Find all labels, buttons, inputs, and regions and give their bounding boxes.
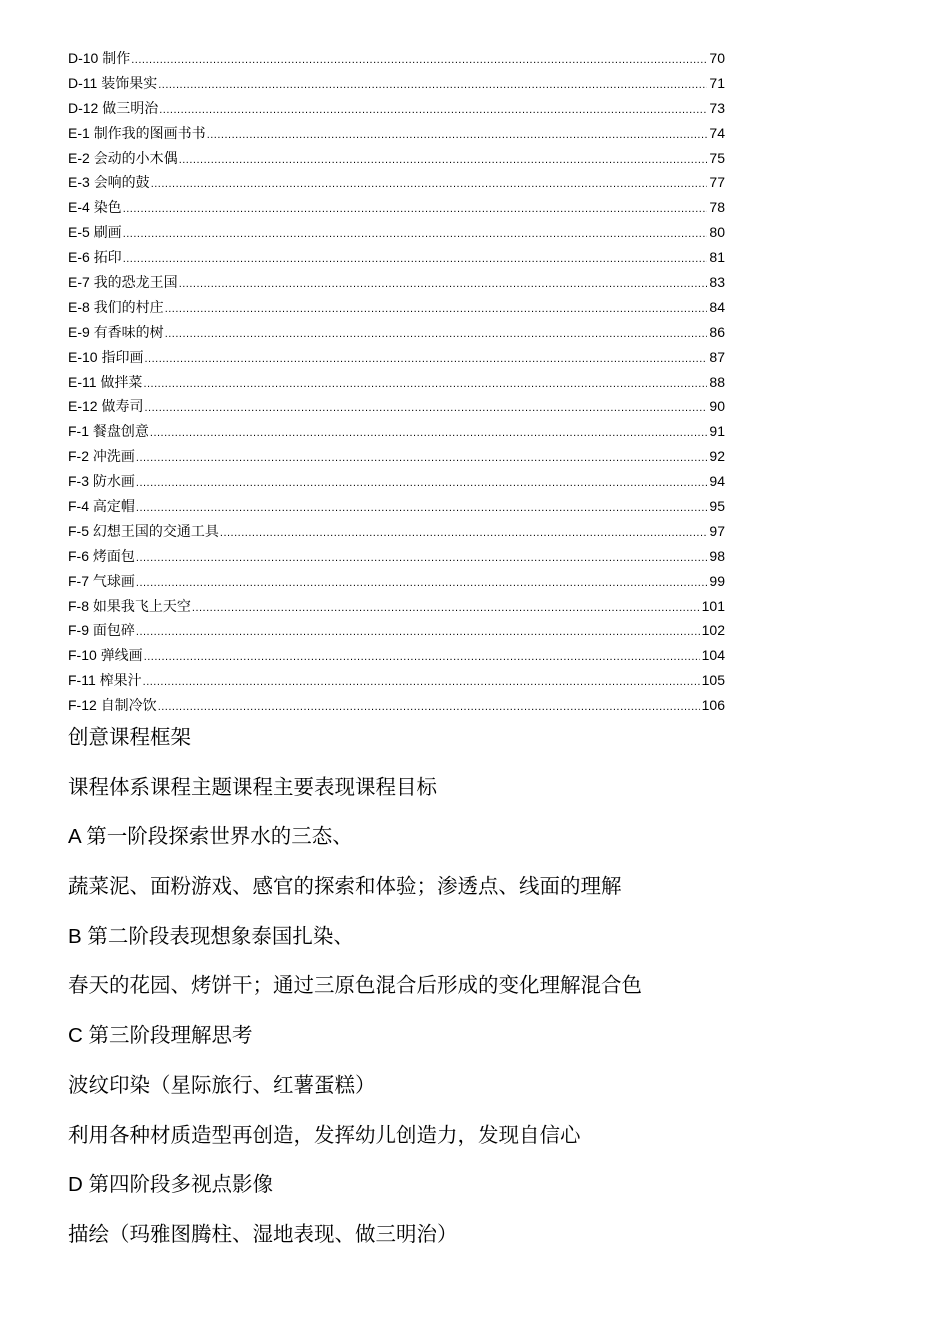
toc-entry-title (68, 121, 206, 146)
toc-entry-title (68, 345, 143, 370)
toc-entry (68, 170, 725, 195)
toc-entry-name: 如果我飞上天空 (92, 597, 191, 614)
toc-entry-name: 有香味的树 (93, 323, 164, 340)
toc-page-number: 90 (709, 398, 725, 415)
toc-dot-leader (144, 347, 707, 372)
toc-page-number: 98 (709, 547, 725, 564)
toc-page-number: 83 (709, 274, 725, 291)
toc-page-number: 94 (709, 473, 725, 490)
toc-page-number: 91 (709, 423, 725, 440)
toc-dot-leader (123, 247, 708, 272)
toc-entry-name: 做寿司 (101, 398, 144, 415)
toc-dot-leader (150, 421, 708, 446)
toc-entry-title (68, 46, 130, 71)
toc-entry-code: F-6 (68, 547, 89, 564)
toc-entry (68, 96, 725, 121)
toc-page-number: 92 (709, 448, 725, 465)
toc-entry (68, 71, 725, 96)
toc-page-number: 81 (709, 249, 725, 266)
toc-dot-leader (136, 546, 708, 571)
toc-dot-leader (131, 48, 707, 73)
toc-entry-code: E-4 (68, 199, 90, 216)
toc-dot-leader (165, 297, 708, 322)
toc-entry-code: F-3 (68, 473, 89, 490)
toc-page-number: 104 (701, 647, 725, 664)
toc-dot-leader (179, 148, 708, 173)
toc-page-number: 95 (709, 498, 725, 515)
toc-entry-code: F-7 (68, 572, 89, 589)
toc-entry (68, 220, 725, 245)
toc-entry-name: 会动的小木偶 (93, 149, 178, 166)
toc-entry-name: 烤面包 (92, 547, 135, 564)
toc-dot-leader (151, 172, 708, 197)
toc-entry-name: 刷画 (93, 224, 122, 241)
toc-entry-name: 气球画 (92, 572, 135, 589)
toc-entry-code: F-5 (68, 522, 89, 539)
toc-dot-leader (165, 322, 708, 347)
toc-entry-title (68, 569, 135, 594)
toc-entry (68, 618, 725, 643)
toc-page-number: 75 (709, 149, 725, 166)
toc-entry-name: 我的恐龙王国 (93, 274, 178, 291)
paragraph: 描绘（玛雅图腾柱、湿地表现、做三明治） (68, 1222, 458, 1246)
toc-entry-name: 染色 (93, 199, 122, 216)
toc-entry-title (68, 295, 164, 320)
toc-entry-title (68, 544, 135, 569)
toc-page-number: 102 (701, 622, 725, 639)
toc-entry (68, 121, 725, 146)
toc-dot-leader (123, 222, 708, 247)
toc-entry-code: E-10 (68, 348, 98, 365)
toc-entry-code: E-6 (68, 249, 90, 266)
toc-entry (68, 370, 725, 395)
toc-entry-code: D-11 (68, 74, 98, 91)
toc-entry-code: E-7 (68, 274, 90, 291)
toc-entry-title (68, 618, 135, 643)
toc-dot-leader (123, 197, 708, 222)
toc-entry-name: 面包碎 (92, 622, 135, 639)
toc-dot-leader (207, 123, 708, 148)
toc-entry-name: 防水画 (92, 473, 135, 490)
toc-entry-title (68, 643, 143, 668)
toc-entry-name: 做拌菜 (100, 373, 143, 390)
toc-page-number: 97 (709, 522, 725, 539)
toc-entry (68, 693, 725, 718)
toc-entry-title (68, 96, 158, 121)
paragraph: A 第一阶段探索世界水的三态、 (68, 825, 353, 849)
toc-dot-leader (158, 695, 700, 720)
toc-entry-code: E-11 (68, 373, 97, 390)
toc-dot-leader (136, 496, 708, 521)
toc-entry-name: 装饰果实 (101, 74, 158, 91)
toc-entry-code: F-1 (68, 423, 89, 440)
toc-entry-code: F-9 (68, 622, 89, 639)
toc-entry-title (68, 146, 178, 171)
toc-dot-leader (143, 670, 700, 695)
paragraph: 利用各种材质造型再创造，发挥幼儿创造力，发现自信心 (68, 1123, 581, 1147)
toc-entry (68, 320, 725, 345)
toc-entry (68, 245, 725, 270)
toc-entry (68, 544, 725, 569)
toc-entry (68, 419, 725, 444)
paragraph: 课程体系课程主题课程主要表现课程目标 (68, 775, 437, 799)
toc-entry (68, 494, 725, 519)
toc-entry-title (68, 469, 135, 494)
toc-entry-code: E-8 (68, 298, 90, 315)
toc-dot-leader (220, 521, 708, 546)
toc-entry-code: E-1 (68, 124, 90, 141)
toc-page-number: 74 (709, 124, 725, 141)
toc-entry-name: 冲洗画 (92, 448, 135, 465)
toc-page-number: 87 (709, 348, 725, 365)
toc-dot-leader (179, 272, 708, 297)
toc-dot-leader (143, 372, 707, 397)
toc-entry-name: 高定帽 (92, 498, 135, 515)
toc-entry-title (68, 494, 135, 519)
paragraph: D 第四阶段多视点影像 (68, 1173, 273, 1197)
toc-page-number: 88 (709, 373, 725, 390)
toc-entry-title (68, 519, 219, 544)
toc-entry-name: 餐盘创意 (92, 423, 149, 440)
toc-entry-name: 指印画 (101, 348, 144, 365)
toc-entry-title (68, 220, 122, 245)
toc-entry (68, 668, 725, 693)
toc-dot-leader (192, 596, 700, 621)
toc-entry-code: D-12 (68, 99, 99, 116)
toc-entry-title (68, 320, 164, 345)
toc-entry-name: 幻想王国的交通工具 (92, 522, 219, 539)
toc-page-number: 80 (709, 224, 725, 241)
toc-entry-title (68, 71, 157, 96)
paragraph: 春天的花园、烤饼干；通过三原色混合后形成的变化理解混合色 (68, 974, 642, 998)
toc-entry (68, 394, 725, 419)
toc-entry-title (68, 419, 149, 444)
toc-entry (68, 146, 725, 171)
toc-dot-leader (159, 98, 707, 123)
toc-entry-code: F-11 (68, 672, 96, 689)
toc-page-number: 70 (709, 50, 725, 66)
toc-dot-leader (136, 471, 708, 496)
toc-entry (68, 295, 725, 320)
toc-entry-name: 榨果汁 (99, 672, 142, 689)
toc-dot-leader (136, 620, 700, 645)
toc-dot-leader (144, 396, 707, 421)
toc-entry (68, 195, 725, 220)
paragraph: 创意课程框架 (68, 726, 191, 749)
toc-entry-name: 弹线画 (100, 647, 143, 664)
toc-entry (68, 469, 725, 494)
toc-entry-title (68, 195, 122, 220)
toc-entry-name: 拓印 (93, 249, 122, 266)
toc-entry (68, 569, 725, 594)
toc-entry (68, 594, 725, 619)
toc-page-number: 106 (701, 697, 725, 714)
toc-entry-title (68, 270, 178, 295)
toc-entry-code: F-4 (68, 498, 89, 515)
toc-entry-title (68, 170, 150, 195)
toc-entry-code: F-12 (68, 697, 97, 714)
toc-entry-name: 自制冷饮 (100, 697, 157, 714)
toc-entry-title (68, 594, 191, 619)
paragraph: 蔬菜泥、面粉游戏、感官的探索和体验；渗透点、线面的理解 (68, 875, 622, 899)
toc-entry-code: E-2 (68, 149, 90, 166)
toc-entry-title (68, 370, 142, 395)
toc-page-number: 86 (709, 323, 725, 340)
paragraph: 波纹印染（星际旅行、红薯蛋糕） (68, 1073, 376, 1097)
toc-dot-leader (136, 446, 708, 471)
toc-page-number: 73 (709, 99, 725, 116)
toc-entry-code: E-3 (68, 174, 90, 191)
toc-entry-name: 制作我的图画书书 (93, 124, 206, 141)
toc-dot-leader (144, 645, 700, 670)
document-body (68, 726, 888, 1273)
paragraph: C 第三阶段理解思考 (68, 1024, 253, 1048)
paragraph: B 第二阶段表现想象泰国扎染、 (68, 924, 354, 948)
toc-page-number: 84 (709, 298, 725, 315)
toc-entry-name: 做三明治 (102, 99, 159, 116)
toc-page-number: 78 (709, 199, 725, 216)
toc-page-number: 99 (709, 572, 725, 589)
toc-page-number: 71 (709, 74, 725, 91)
toc-entry-name: 我们的村庄 (93, 298, 164, 315)
toc-page-number: 101 (701, 597, 725, 614)
toc-entry-title (68, 245, 122, 270)
toc-page-number: 77 (709, 174, 725, 191)
toc-entry-name: 制作 (102, 50, 131, 66)
toc-page-number: 105 (701, 672, 725, 689)
toc-entry (68, 519, 725, 544)
toc-entry-code: E-5 (68, 224, 90, 241)
toc-entry-code: D-10 (68, 50, 99, 66)
toc-entry (68, 643, 725, 668)
toc-dot-leader (136, 571, 708, 596)
toc-entry-code: F-2 (68, 448, 89, 465)
toc-dot-leader (158, 73, 707, 98)
toc-entry-code: E-9 (68, 323, 90, 340)
toc-entry-title (68, 444, 135, 469)
toc-entry-code: E-12 (68, 398, 98, 415)
toc-entry-title (68, 693, 157, 718)
toc-entry (68, 444, 725, 469)
toc-entry-title (68, 668, 142, 693)
toc-entry (68, 345, 725, 370)
toc-entry-code: F-10 (68, 647, 97, 664)
toc-entry-code: F-8 (68, 597, 89, 614)
toc-entry (68, 270, 725, 295)
toc-entry (68, 46, 725, 71)
toc-entry-name: 会响的鼓 (93, 174, 150, 191)
toc-entry-title (68, 394, 143, 419)
table-of-contents (68, 46, 725, 718)
